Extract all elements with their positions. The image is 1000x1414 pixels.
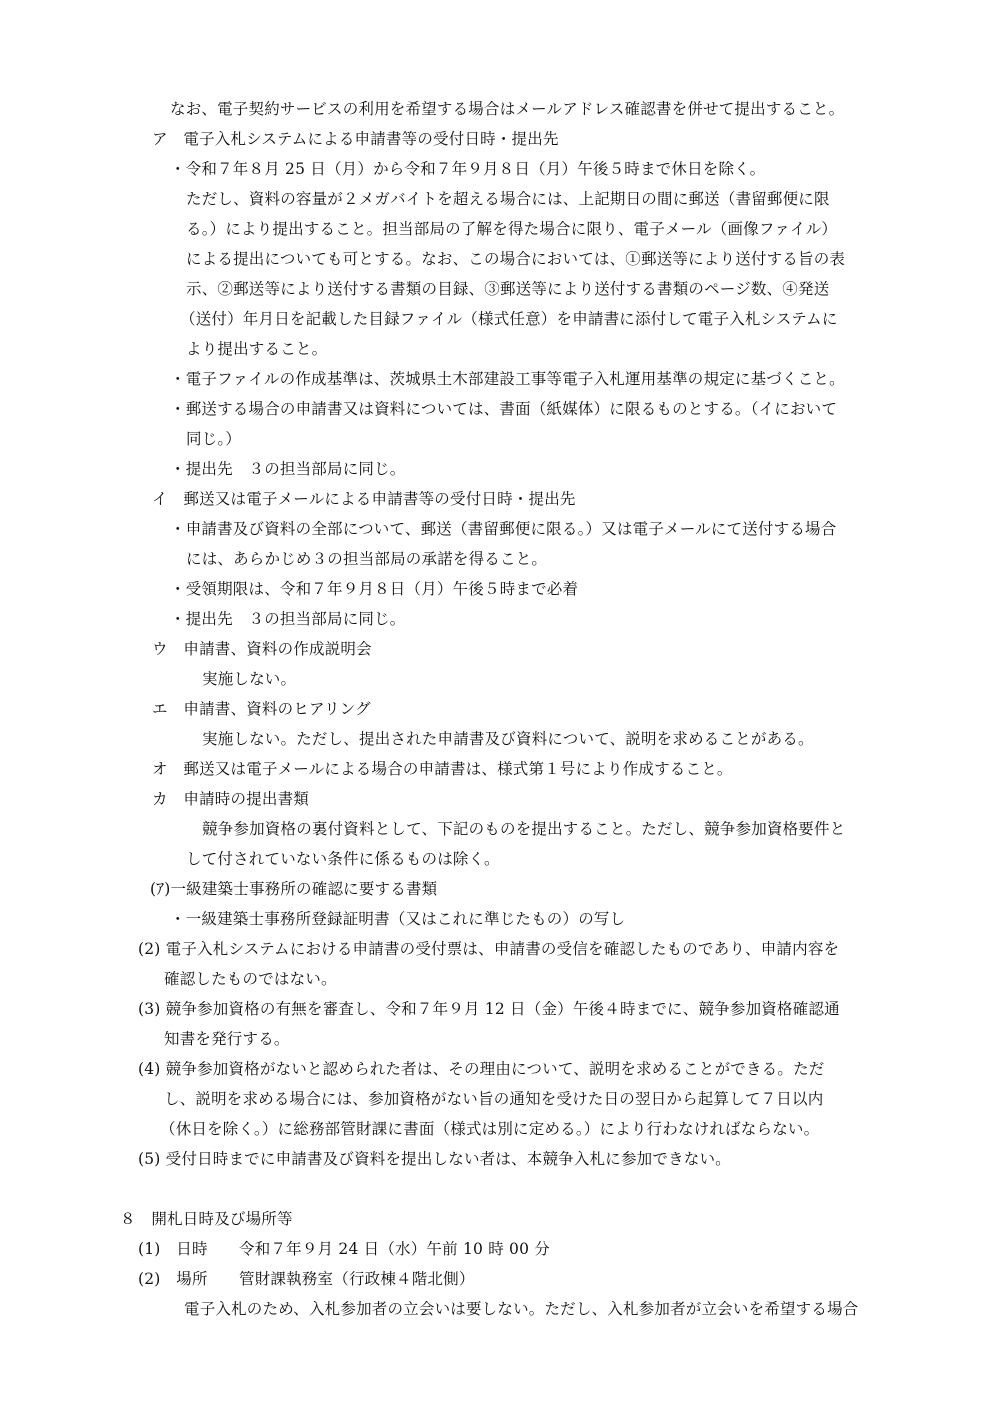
text-line: 示、②郵送等により送付する書類の目録、③郵送等により送付する書類のページ数、④発送 xyxy=(186,280,830,298)
text-line: ただし、資料の容量が２メガバイトを超える場合には、上記期日の間に郵送（書留郵便に限 xyxy=(186,190,830,208)
text-line: （送付）年月日を記載した目録ファイル（様式任意）を申請書に添付して電子入札システムに xyxy=(180,310,838,328)
text-line: ・電子ファイルの作成基準は、茨城県土木部建設工事等電子入札運用基準の規定に基づくこと。 xyxy=(170,370,845,388)
numbered-item: (2) 場所 管財課執務室（行政棟４階北側） xyxy=(138,1270,475,1288)
section-heading: ウ 申請書、資料の作成説明会 xyxy=(152,640,372,658)
text-line: ・令和７年８月 25 日（月）から令和７年９月８日（月）午後５時まで休日を除く。 xyxy=(170,160,766,178)
text-line: ・郵送する場合の申請書又は資料については、書面（紙媒体）に限るものとする。（イにおいて xyxy=(170,400,838,418)
text-line: ・提出先 ３の担当部局に同じ。 xyxy=(170,460,406,478)
section-heading: (ｱ)一級建築士事務所の確認に要する書類 xyxy=(150,880,438,898)
section-heading: ア 電子入札システムによる申請書等の受付日時・提出先 xyxy=(152,130,559,148)
text-line: ・申請書及び資料の全部について、郵送（書留郵便に限る。）又は電子メールにて送付する場合 xyxy=(170,520,837,538)
text-line: ・一級建築士事務所登録証明書（又はこれに準じたもの）の写し xyxy=(170,910,626,928)
text-line: ・受領期限は、令和７年９月８日（月）午後５時まで必着 xyxy=(170,580,579,598)
numbered-item: (1) 日時 令和７年９月 24 日（水）午前 10 時 00 分 xyxy=(138,1240,550,1258)
section-heading: カ 申請時の提出書類 xyxy=(152,790,310,808)
text-line: し、説明を求める場合には、参加資格がない旨の通知を受けた日の翌日から起算して７日以内 xyxy=(164,1090,824,1108)
numbered-item: (5) 受付日時までに申請書及び資料を提出しない者は、本競争入札に参加できない。 xyxy=(138,1150,731,1168)
text-line: 競争参加資格の裏付資料として、下記のものを提出すること。ただし、競争参加資格要件と xyxy=(202,820,846,838)
section-heading: ８ 開札日時及び場所等 xyxy=(120,1210,293,1228)
text-line: 電子入札のため、入札参加者の立会いは要しない。ただし、入札参加者が立会いを希望する場合 xyxy=(184,1300,859,1318)
text-line: には、あらかじめ３の担当部局の承諾を得ること。 xyxy=(186,550,548,568)
numbered-item: (3) 競争参加資格の有無を審査し、令和７年９月 12 日（金）午後４時までに、競争参加資格確認通 xyxy=(138,1000,840,1018)
numbered-item: (2) 電子入札システムにおける申請書の受付票は、申請書の受信を確認したものであり、申請内容を xyxy=(138,940,840,958)
text-line: ・提出先 ３の担当部局に同じ。 xyxy=(170,610,406,628)
text-line: による提出についても可とする。なお、この場合においては、①郵送等により送付する旨の表 xyxy=(186,250,846,268)
text-line: る。）により提出すること。担当部局の了解を得た場合に限り、電子メール（画像ファイル） xyxy=(186,220,838,238)
numbered-item: (4) 競争参加資格がないと認められた者は、その理由について、説明を求めることができる。ただ xyxy=(138,1060,825,1078)
text-line: 確認したものではない。 xyxy=(164,970,337,988)
text-line: なお、電子契約サービスの利用を希望する場合はメールアドレス確認書を併せて提出すること。 xyxy=(170,100,845,118)
text-line: （休日を除く。）に総務部管財課に書面（様式は別に定める。）により行わなければならない。 xyxy=(160,1120,820,1138)
text-line: 実施しない。ただし、提出された申請書及び資料について、説明を求めることがある。 xyxy=(202,730,814,748)
text-line: より提出すること。 xyxy=(186,340,328,358)
text-line: して付されていない条件に係るものは除く。 xyxy=(186,850,500,868)
text-line: 同じ。） xyxy=(186,430,242,448)
section-heading: イ 郵送又は電子メールによる申請書等の受付日時・提出先 xyxy=(152,490,576,508)
section-heading: オ 郵送又は電子メールによる場合の申請書は、様式第１号により作成すること。 xyxy=(152,760,733,778)
text-line: 実施しない。 xyxy=(202,670,297,688)
section-heading: エ 申請書、資料のヒアリング xyxy=(152,700,371,718)
text-line: 知書を発行する。 xyxy=(164,1030,290,1048)
